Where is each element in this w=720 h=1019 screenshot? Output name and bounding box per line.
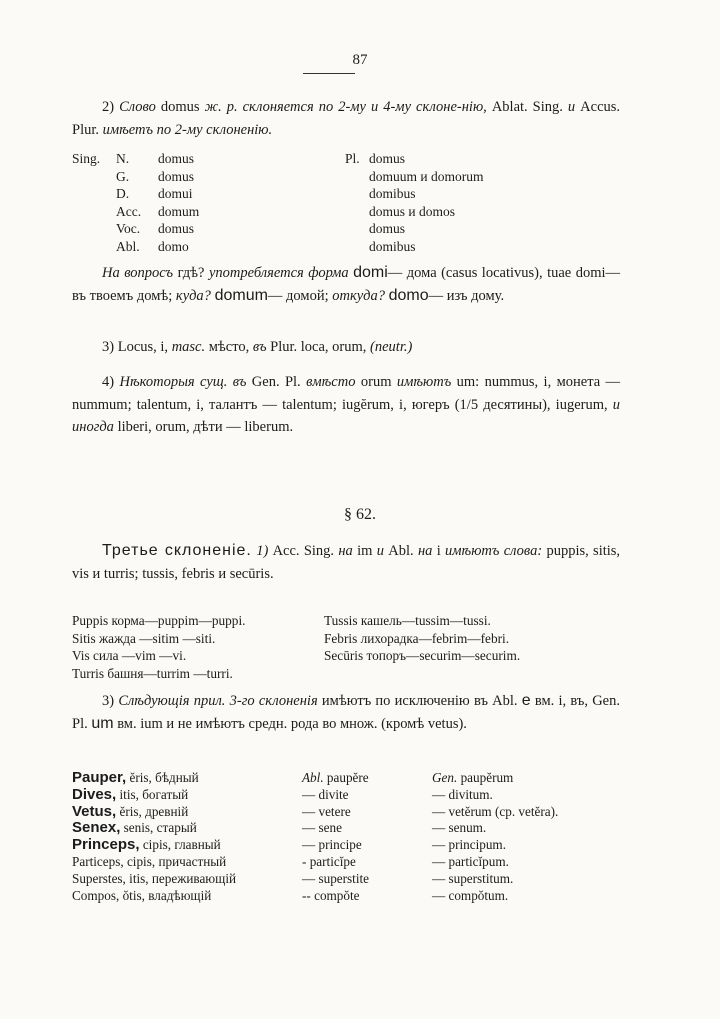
note-3-adjectives: 3) Слѣдующія прил. 3-го склоненія имѣютъ по исключенію въ Abl. e вм. i, въ, Gen. Pl. um вм. ium и не имѣютъ средн. рода во множ. (кромѣ vetus). — [72, 692, 620, 732]
decl-row: Acc. domum — [116, 203, 200, 219]
im-examples-table — [72, 612, 632, 682]
note-2-domus: 2) Слово domus ж. р. склоняется по 2-му и 4-му склоне-нію, Ablat. Sing. и Accus. Plur. имѣетъ по 2-му склоненію. — [72, 99, 621, 138]
table-row: Turris башня—turrim —turri. — [72, 665, 233, 681]
section-heading: § 62. — [344, 506, 376, 523]
decl-row: Voc. domus — [116, 221, 195, 237]
table-row: Particeps, cipis, причастный - particĭpe — particĭpum. — [72, 853, 509, 869]
note-3-locus: 3) Locus, i, masc. мѣсто, въ Plur. loca, orum, (neutr.) — [102, 339, 413, 355]
table-row: Senex, senis, старый — sene — senum. — [72, 819, 487, 837]
table-row: Dives, itis, богатый — divite — divitum. — [72, 785, 493, 803]
table-row: Puppis корма—puppim—puppi. Tussis кашель—tussim—tussi. — [72, 613, 491, 628]
table-row: Vis сила —vim —vi. Secūris топоръ—securim—securim. — [72, 648, 521, 663]
table-row: Compos, ŏtis, владѣющій -- compŏte — compŏtum. — [72, 887, 509, 903]
decl-row: domus — [369, 221, 406, 237]
table-row: Superstes, itis, переживающій — superstite — superstitum. — [72, 870, 514, 886]
note-4-gen-pl: 4) Нѣкоторыя сущ. въ Gen. Pl. вмѣсто orum имѣютъ um: nummus, i, монета — nummum; talentum, i, талантъ — talentum; iugĕrum, i, югеръ (1/5 десятины), iugerum, и иногда liberi, orum, дѣти — liberum. — [72, 374, 621, 435]
table-row: Vetus, ĕris, древній — vetere — vetĕrum (ср. vetĕra). — [72, 802, 559, 820]
decl-row: D. domui — [116, 186, 193, 202]
decl-row: domibus — [369, 186, 416, 202]
decl-row: Sing. N. domus — [72, 151, 195, 166]
domi-locative-note: На вопросъ гдѣ? употребляется форма domi— дома (casus locativus), tuae domi— въ твоемъ домѣ; куда? domum— домой; откуда? domo— изъ дому. — [72, 264, 621, 304]
decl-row: domibus — [369, 238, 416, 254]
decl-row: G. domus — [116, 168, 195, 184]
header-rule — [303, 73, 355, 74]
decl-row: Abl. domo — [116, 238, 189, 254]
table-row: Sitis жажда —sitim —siti. Febris лихорадка—febrim—febri. — [72, 630, 510, 646]
decl-row: domuum и domorum — [369, 168, 484, 184]
third-declension-intro: Третье склоненіе. 1) Acc. Sing. на im и Abl. на i имѣютъ слова: puppis, sitis, vis и turris; tussis, febris и secūris. — [72, 542, 621, 582]
adjectives-table — [72, 770, 652, 904]
page-number: 87 — [352, 52, 368, 68]
domus-plural-column — [345, 150, 483, 256]
decl-row: domus и domos — [369, 203, 455, 219]
decl-row: Pl. domus — [345, 151, 406, 166]
domus-singular-column — [72, 150, 199, 256]
table-row: Pauper, ĕris, бѣдный Abl. paupĕre Gen. paupĕrum — [72, 769, 514, 786]
table-row: Princeps, cipis, главный — principe — principum. — [72, 836, 506, 854]
